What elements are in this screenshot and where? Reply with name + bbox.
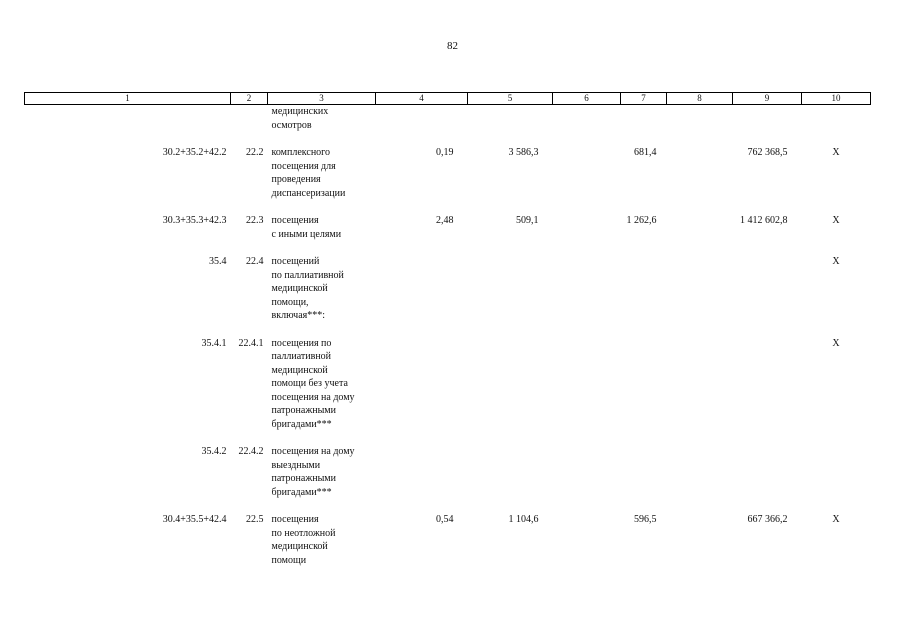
table-cell-c8 (667, 255, 733, 323)
table-cell-c7 (621, 337, 667, 432)
row-spacer-cell (25, 241, 871, 255)
table-cell-c5 (468, 105, 553, 133)
row-spacer (25, 323, 871, 337)
table-cell-c4 (376, 255, 468, 323)
table-cell-c5: 3 586,3 (508, 147, 539, 158)
row-spacer (25, 241, 871, 255)
table-cell-c7 (621, 255, 667, 323)
table-cell-c2: 22.5 (246, 514, 264, 525)
data-table (24, 92, 871, 567)
table-cell-c10: X (832, 514, 840, 525)
table-cell-c8 (667, 337, 733, 432)
row-spacer (25, 132, 871, 146)
table-cell-c2: 22.4.1 (238, 337, 264, 349)
row-spacer-cell (25, 132, 871, 146)
table-cell-c10: X (832, 256, 840, 267)
table-row (25, 255, 871, 323)
row-spacer-cell (25, 499, 871, 513)
column-header: 6 (553, 93, 621, 105)
row-spacer (25, 431, 871, 445)
table-cell-c8 (667, 445, 733, 499)
table-cell-c9: 667 366,2 (747, 514, 788, 525)
table-row (25, 105, 871, 133)
row-spacer (25, 200, 871, 214)
table-cell-c10: X (832, 215, 840, 226)
table-cell-c5: 509,1 (516, 215, 539, 226)
column-header: 4 (376, 93, 468, 105)
table-row (25, 337, 871, 432)
page-number: 82 (447, 40, 458, 52)
table-cell-c1: 35.4.1 (201, 337, 227, 349)
row-spacer (25, 499, 871, 513)
table-cell-c7 (621, 105, 667, 133)
table-row (25, 445, 871, 499)
table-row (25, 146, 871, 200)
table-cell-c8 (667, 105, 733, 133)
table-cell-c10: X (832, 337, 840, 349)
row-spacer-cell (25, 431, 871, 445)
table-cell-c1: 30.4+35.5+42.4 (162, 514, 227, 525)
table-cell-c3: медицинских осмотров (271, 106, 329, 131)
column-header: 5 (468, 93, 553, 105)
table-cell-c3: посещения на дому выездными патронажными бригадами*** (271, 446, 355, 498)
table-cell-c2: 22.4.2 (238, 446, 264, 457)
table-cell-c2: 22.4 (246, 256, 264, 267)
table-cell-c10 (802, 105, 871, 133)
table-cell-c5 (468, 445, 553, 499)
table-cell-c3: посещения по паллиативной медицинской помощи без учета посещения на дому патронажными бригадами*** (271, 337, 355, 430)
table-cell-c5: 1 104,6 (508, 514, 539, 525)
table-cell-c2: 22.2 (246, 147, 264, 158)
table-cell-c7: 1 262,6 (626, 215, 657, 226)
table-cell-c8 (667, 146, 733, 200)
table-cell-c5 (468, 255, 553, 323)
table-cell-c8 (667, 214, 733, 241)
table-cell-c4: 0,19 (436, 147, 454, 158)
table-cell-c3: комплексного посещения для проведения диспансеризации (271, 147, 346, 199)
table-cell-c6 (553, 255, 621, 323)
column-header: 7 (621, 93, 667, 105)
table-cell-c6 (553, 146, 621, 200)
table-cell-c4 (376, 105, 468, 133)
table-cell-c9: 1 412 602,8 (740, 215, 788, 226)
table-cell-c1: 30.2+35.2+42.2 (162, 147, 227, 158)
table-cell-c9: 762 368,5 (747, 147, 788, 158)
table-cell-c9 (733, 337, 802, 432)
table-cell-c1: 35.4.2 (201, 446, 227, 457)
table-cell-c10: X (832, 147, 840, 158)
column-header: 8 (667, 93, 733, 105)
table-cell-c9 (733, 255, 802, 323)
table-cell-c6 (553, 337, 621, 432)
table-cell-c6 (553, 445, 621, 499)
table-body (25, 105, 871, 568)
table-cell-c2: 22.3 (246, 215, 264, 226)
table-cell-c6 (553, 214, 621, 241)
column-header: 10 (802, 93, 871, 105)
table-cell-c7 (621, 445, 667, 499)
table-cell-c3: посещений по паллиативной медицинской помощи, включая***: (271, 256, 344, 321)
table-row (25, 214, 871, 241)
column-header: 9 (733, 93, 802, 105)
table-cell-c4: 0,54 (436, 514, 454, 525)
table-cell-c1: 35.4 (209, 256, 227, 267)
table-cell-c5 (468, 337, 553, 432)
table-cell-c4 (376, 445, 468, 499)
table-row (25, 513, 871, 567)
table-cell-c7: 681,4 (634, 147, 657, 158)
table-cell-c4: 2,48 (436, 215, 454, 226)
table-cell-c10 (802, 445, 871, 499)
column-header: 1 (25, 93, 231, 105)
column-header: 3 (268, 93, 376, 105)
table-cell-c9 (733, 105, 802, 133)
header-row (25, 93, 871, 105)
row-spacer-cell (25, 200, 871, 214)
table-cell-c9 (733, 445, 802, 499)
table-cell-c4 (376, 337, 468, 432)
table-cell-c6 (553, 105, 621, 133)
table-cell-c2 (231, 105, 268, 133)
table-cell-c1 (25, 105, 231, 133)
table-cell-c6 (553, 513, 621, 567)
table-cell-c1: 30.3+35.3+42.3 (162, 215, 227, 226)
table-cell-c8 (667, 513, 733, 567)
row-spacer-cell (25, 323, 871, 337)
table-cell-c7: 596,5 (634, 514, 657, 525)
column-header: 2 (231, 93, 268, 105)
table-cell-c3: посещения по неотложной медицинской помощи (271, 514, 336, 566)
table-cell-c3: посещения с иными целями (271, 215, 342, 240)
